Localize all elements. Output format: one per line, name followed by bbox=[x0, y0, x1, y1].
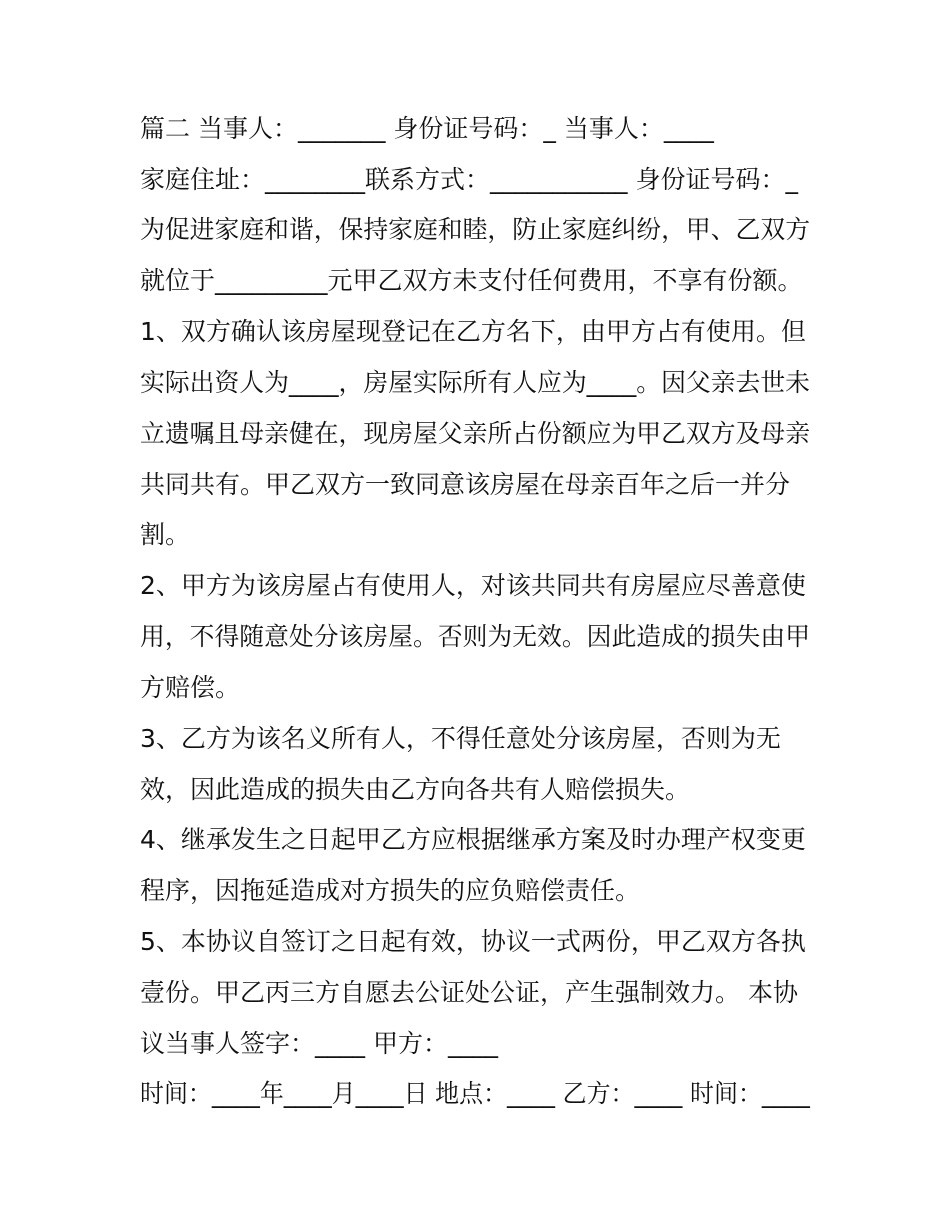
text-line-intro-cont: 就位于_________元甲乙双方未支付任何费用，不享有份额。 bbox=[140, 266, 803, 295]
text-line-clause-3-end: 效，因此造成的损失由乙方向各共有人赔偿损失。 bbox=[140, 775, 691, 804]
text-line-clause-4: 4、继承发生之日起甲乙方应根据继承方案及时办理产权变更 bbox=[140, 825, 806, 854]
text-line-clause-2-cont: 用，不得随意处分该房屋。否则为无效。因此造成的损失由甲 bbox=[140, 622, 811, 651]
text-line-clause-2: 2、甲方为该房屋占有使用人，对该共同共有房屋应尽善意使 bbox=[140, 571, 806, 600]
text-line-date-location: 时间：____年____月____日 地点：____ 乙方：____ 时间：____ bbox=[140, 1079, 810, 1108]
text-line-signatures: 议当事人签字：____ 甲方：____ bbox=[140, 1029, 498, 1058]
text-line-clause-4-end: 程序，因拖延造成对方损失的应负赔偿责任。 bbox=[140, 876, 641, 905]
text-line-header-parties: 篇二 当事人：_______ 身份证号码：_ 当事人：____ bbox=[140, 114, 714, 143]
text-line-clause-1-cont: 实际出资人为____，房屋实际所有人应为____。因父亲去世未 bbox=[140, 368, 811, 397]
text-line-clause-1-cont: 共同共有。甲乙双方一致同意该房屋在母亲百年之后一并分 bbox=[140, 470, 791, 499]
text-line-clause-3: 3、乙方为该名义所有人，不得任意处分该房屋，否则为无 bbox=[140, 724, 781, 753]
text-line-clause-5: 5、本协议自签订之日起有效，协议一式两份，甲乙双方各执 bbox=[140, 927, 806, 956]
text-line-intro: 为促进家庭和谐，保持家庭和睦，防止家庭纠纷，甲、乙双方 bbox=[140, 215, 811, 244]
text-line-clause-1-cont: 立遗嘱且母亲健在，现房屋父亲所占份额应为甲乙双方及母亲 bbox=[140, 419, 811, 448]
text-line-address-contact: 家庭住址：________联系方式：___________ 身份证号码：_ bbox=[140, 165, 798, 194]
text-line-clause-1: 1、双方确认该房屋现登记在乙方名下，由甲方占有使用。但 bbox=[140, 317, 806, 346]
text-line-clause-5-cont: 壹份。甲乙丙三方自愿去公证处公证，产生强制效力。 本协 bbox=[140, 978, 798, 1007]
text-line-clause-1-end: 割。 bbox=[140, 520, 191, 549]
text-line-clause-2-end: 方赔偿。 bbox=[140, 673, 241, 702]
